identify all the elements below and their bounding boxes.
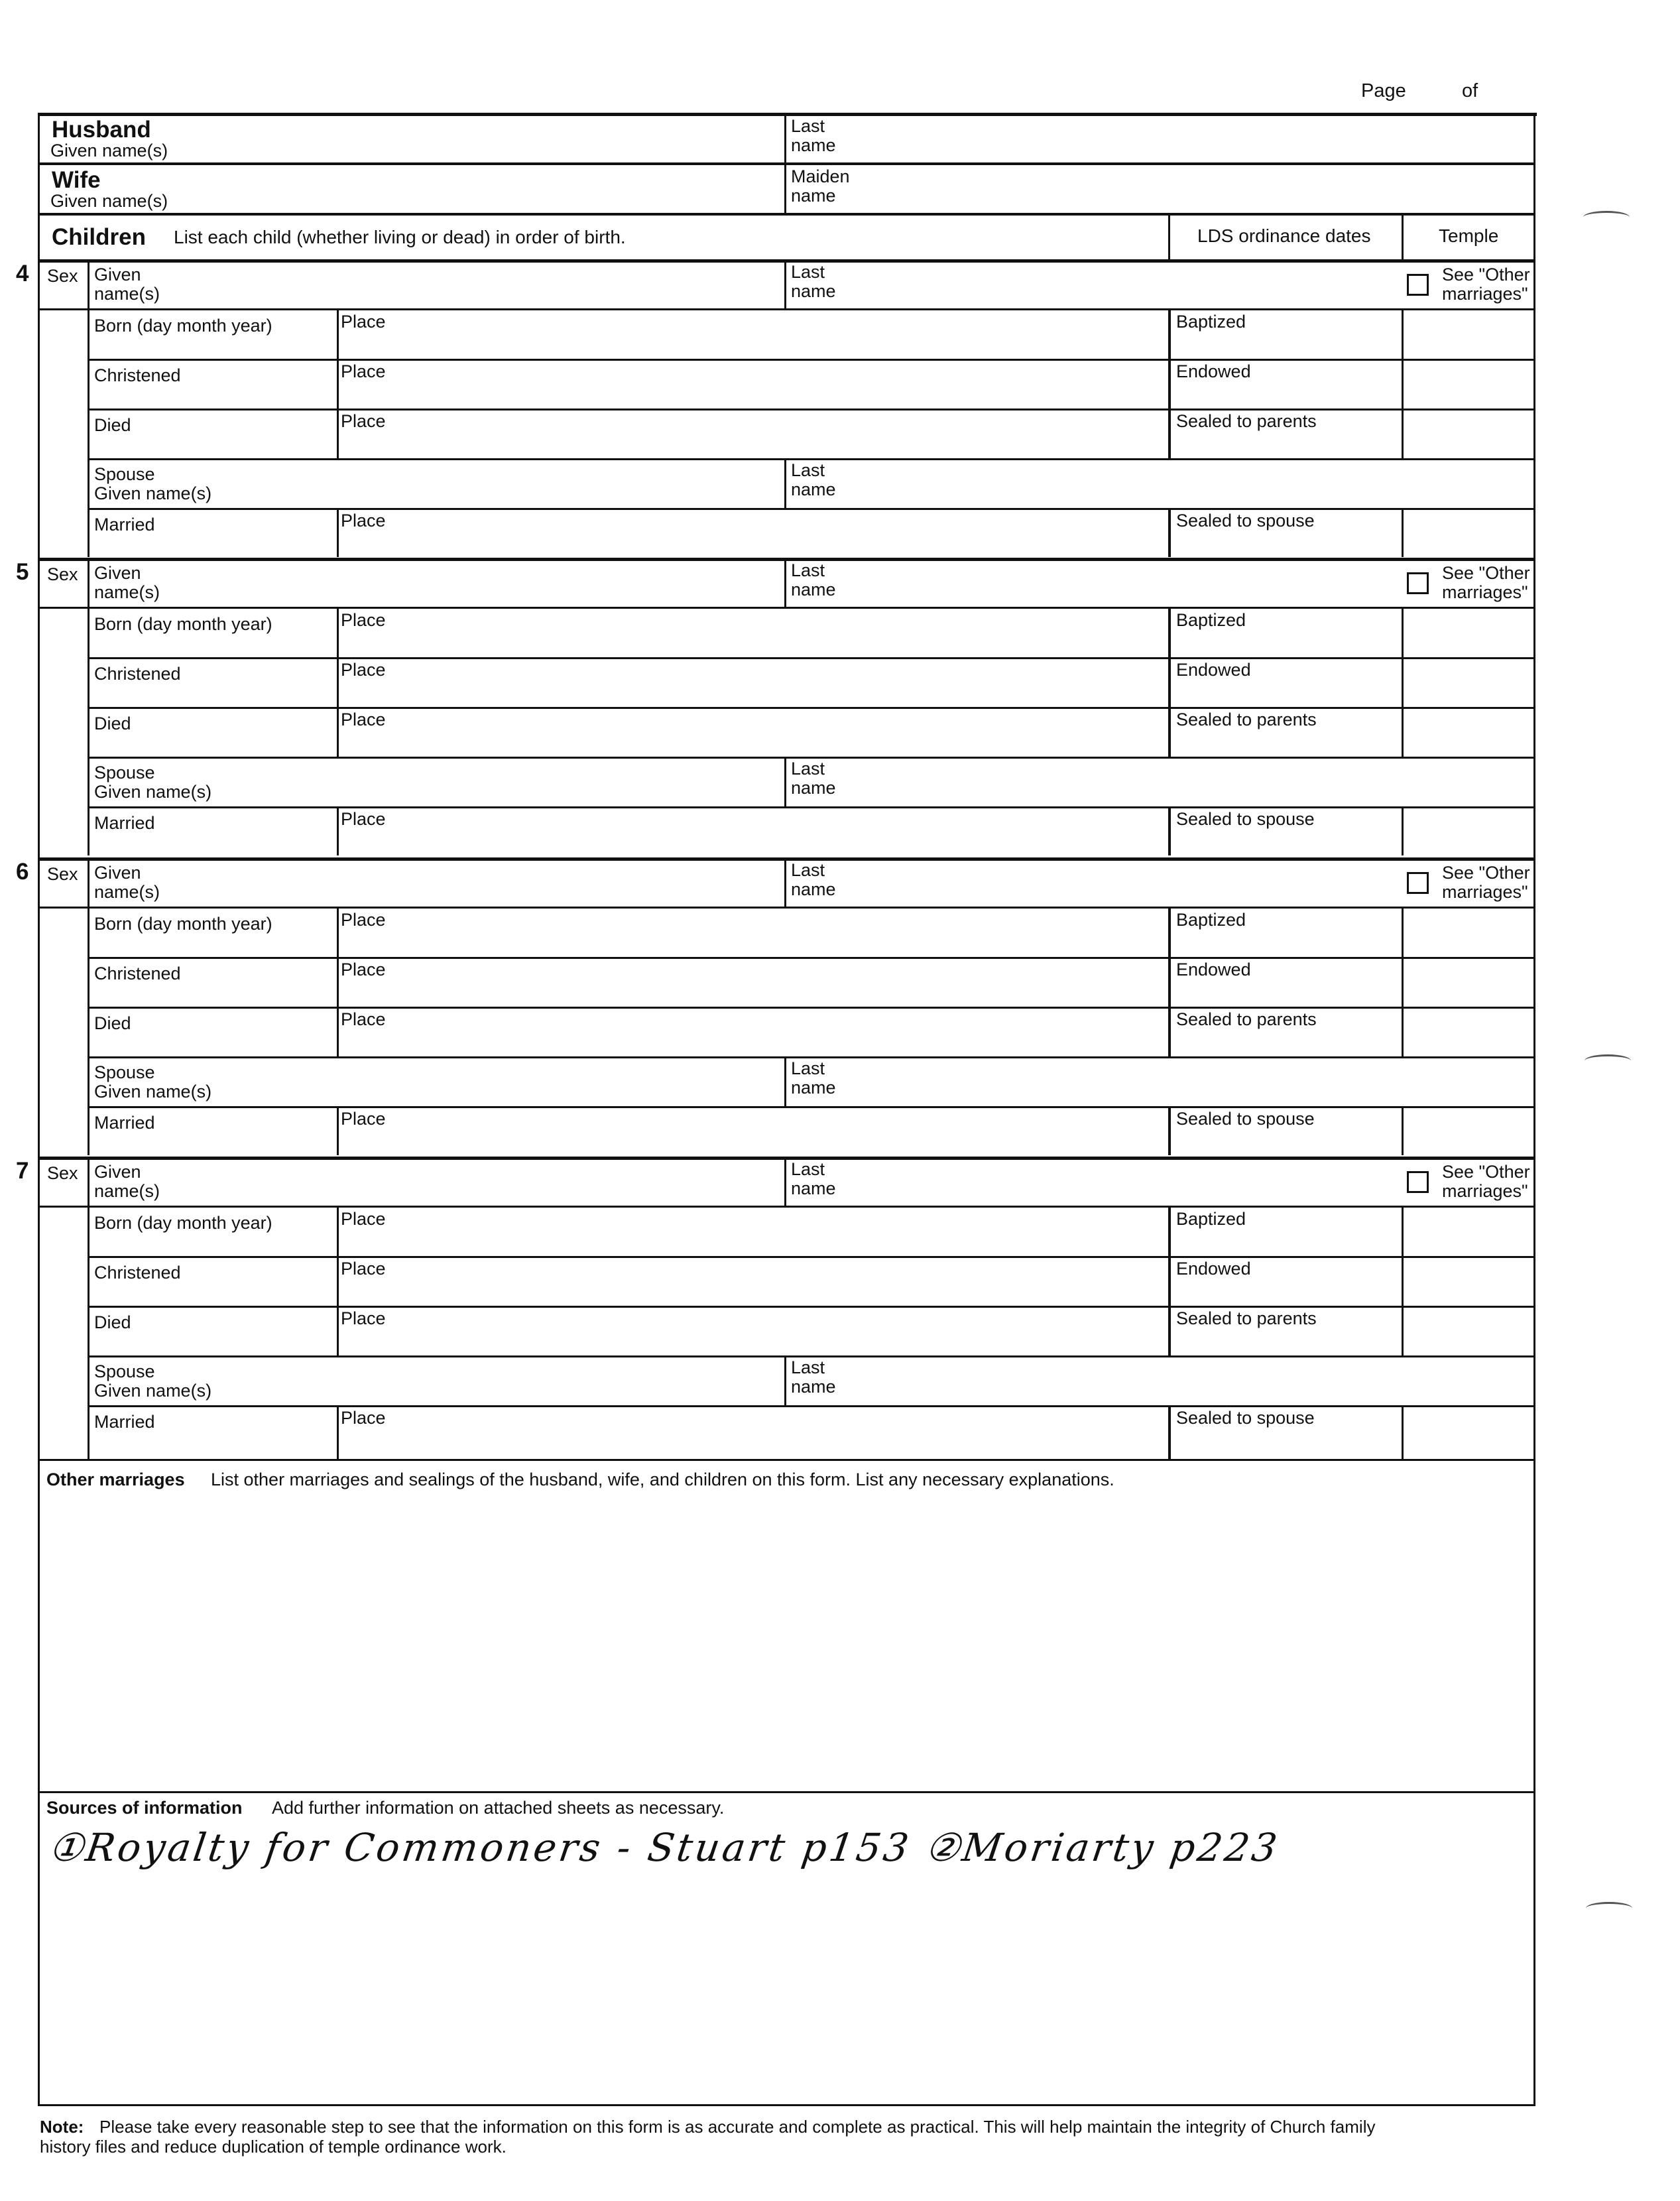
- spouse-label-2: Given name(s): [94, 1381, 212, 1401]
- last-label-2: name: [791, 1377, 836, 1397]
- given-label-2: name(s): [94, 284, 160, 304]
- christened-label: Christened: [94, 365, 181, 385]
- married-label: Married: [94, 1412, 155, 1432]
- last-label-2: name: [791, 879, 836, 899]
- husband-last-label-2: name: [791, 135, 836, 155]
- last-label-2: name: [791, 580, 836, 599]
- place-label: Place: [341, 1209, 386, 1229]
- last-label-2: name: [791, 281, 836, 301]
- married-label: Married: [94, 515, 155, 535]
- given-label-2: name(s): [94, 882, 160, 902]
- wife-maiden-label-2: name: [791, 186, 836, 206]
- frame-left: [38, 113, 40, 2106]
- sealed-spouse-label: Sealed to spouse: [1176, 511, 1315, 531]
- given-label-1: Given: [94, 563, 141, 583]
- last-label-1: Last: [791, 1058, 825, 1078]
- place-label: Place: [341, 312, 386, 332]
- other-marriages-label-2: marriages": [1442, 1181, 1528, 1201]
- sex-label: Sex: [47, 864, 78, 884]
- punch-hole-mark: [1585, 1054, 1631, 1067]
- given-label-2: name(s): [94, 582, 160, 602]
- place-label: Place: [341, 910, 386, 930]
- other-marriages-checkbox[interactable]: [1407, 1171, 1429, 1193]
- died-label: Died: [94, 415, 131, 435]
- sealed-parents-label: Sealed to parents: [1176, 1009, 1317, 1029]
- other-marriages-checkbox[interactable]: [1407, 572, 1429, 594]
- spouse-label-1: Spouse: [94, 763, 155, 783]
- note-title: Note:: [40, 2117, 84, 2137]
- husband-given-field[interactable]: [40, 116, 784, 162]
- spouse-label-2: Given name(s): [94, 1082, 212, 1101]
- sealed-parents-label: Sealed to parents: [1176, 710, 1317, 729]
- given-label-2: name(s): [94, 1181, 160, 1201]
- place-label: Place: [341, 1408, 386, 1428]
- children-header-divider-1: [1168, 216, 1170, 261]
- wife-maiden-field[interactable]: [786, 165, 1533, 213]
- last-label-2: name: [791, 1078, 836, 1098]
- wife-divider: [784, 165, 786, 213]
- other-marriages-instruction: List other marriages and sealings of the husband, wife, and children on this form. List any necessary explanations.: [211, 1470, 1114, 1489]
- christened-label: Christened: [94, 1263, 181, 1283]
- married-label: Married: [94, 813, 155, 833]
- other-marriages-label-1: See "Other: [1442, 863, 1530, 883]
- baptized-label: Baptized: [1176, 312, 1246, 332]
- place-label: Place: [341, 361, 386, 381]
- child-number: 6: [16, 859, 29, 885]
- given-label-1: Given: [94, 1162, 141, 1182]
- other-marriages-label-2: marriages": [1442, 882, 1528, 902]
- place-label: Place: [341, 411, 386, 431]
- husband-given-label: Given name(s): [50, 141, 168, 160]
- child-number: 4: [16, 261, 29, 286]
- sex-label: Sex: [47, 266, 78, 286]
- page-label: Page: [1361, 80, 1406, 101]
- last-label-1: Last: [791, 1357, 825, 1377]
- last-label-1: Last: [791, 262, 825, 282]
- wife-given-label: Given name(s): [50, 191, 168, 211]
- baptized-label: Baptized: [1176, 1209, 1246, 1229]
- place-label: Place: [341, 1109, 386, 1129]
- place-label: Place: [341, 960, 386, 979]
- place-label: Place: [341, 809, 386, 829]
- born-label: Born (day month year): [94, 914, 272, 934]
- last-label-1: Last: [791, 460, 825, 480]
- last-label-2: name: [791, 778, 836, 798]
- frame-right: [1533, 113, 1535, 2106]
- wife-title: Wife: [52, 167, 101, 193]
- sex-label: Sex: [47, 1163, 78, 1183]
- note-line-2: history files and reduce duplication of temple ordinance work.: [40, 2137, 507, 2157]
- husband-title: Husband: [52, 117, 151, 143]
- sex-label: Sex: [47, 564, 78, 584]
- endowed-label: Endowed: [1176, 361, 1251, 381]
- other-marriages-checkbox[interactable]: [1407, 872, 1429, 894]
- wife-maiden-label-1: Maiden: [791, 166, 850, 186]
- sealed-parents-label: Sealed to parents: [1176, 411, 1317, 431]
- died-label: Died: [94, 1312, 131, 1332]
- last-label-1: Last: [791, 1159, 825, 1179]
- baptized-label: Baptized: [1176, 910, 1246, 930]
- sources-top-line: [38, 1791, 1535, 1793]
- note-line-1: Please take every reasonable step to see that the information on this form is as accurate and complete as practical. This will help maintain the integrity of Church family: [99, 2117, 1376, 2137]
- endowed-label: Endowed: [1176, 1259, 1251, 1279]
- sources-handwritten-entry: ①Royalty for Commoners - Stuart p153 ②Moriarty p223: [46, 1825, 1283, 1870]
- sealed-spouse-label: Sealed to spouse: [1176, 1109, 1315, 1129]
- sources-title: Sources of information: [46, 1798, 243, 1818]
- other-marriages-label-1: See "Other: [1442, 265, 1530, 284]
- sources-instruction: Add further information on attached sheets as necessary.: [272, 1798, 725, 1818]
- last-label-1: Last: [791, 560, 825, 580]
- died-label: Died: [94, 714, 131, 733]
- children-instruction: List each child (whether living or dead) in order of birth.: [174, 227, 626, 247]
- place-label: Place: [341, 610, 386, 630]
- sealed-spouse-label: Sealed to spouse: [1176, 809, 1315, 829]
- born-label: Born (day month year): [94, 316, 272, 336]
- spouse-label-1: Spouse: [94, 1361, 155, 1381]
- wife-given-field[interactable]: [40, 165, 784, 213]
- place-label: Place: [341, 660, 386, 680]
- husband-last-field[interactable]: [786, 116, 1533, 162]
- wife-bottom-line: [38, 213, 1535, 216]
- husband-last-label-1: Last: [791, 116, 825, 136]
- other-marriages-top-line: [38, 1459, 1535, 1461]
- died-label: Died: [94, 1013, 131, 1033]
- sealed-spouse-label: Sealed to spouse: [1176, 1408, 1315, 1428]
- of-label: of: [1462, 80, 1478, 101]
- last-label-1: Last: [791, 860, 825, 880]
- other-marriages-title: Other marriages: [46, 1470, 185, 1489]
- other-marriages-label-1: See "Other: [1442, 1162, 1530, 1182]
- christened-label: Christened: [94, 964, 181, 983]
- other-marriages-label-1: See "Other: [1442, 563, 1530, 583]
- temple-label: Temple: [1439, 225, 1499, 246]
- children-title: Children: [52, 224, 146, 250]
- endowed-label: Endowed: [1176, 960, 1251, 979]
- punch-hole-mark: [1586, 1902, 1632, 1915]
- place-label: Place: [341, 1308, 386, 1328]
- christened-label: Christened: [94, 664, 181, 684]
- place-label: Place: [341, 511, 386, 531]
- given-label-1: Given: [94, 863, 141, 883]
- other-marriages-checkbox[interactable]: [1407, 274, 1429, 296]
- child-number: 5: [16, 559, 29, 585]
- lds-ordinance-label: LDS ordinance dates: [1197, 225, 1371, 246]
- born-label: Born (day month year): [94, 614, 272, 634]
- frame-bottom: [38, 2104, 1535, 2106]
- given-label-1: Given: [94, 265, 141, 284]
- place-label: Place: [341, 1259, 386, 1279]
- other-marriages-label-2: marriages": [1442, 582, 1528, 602]
- place-label: Place: [341, 1009, 386, 1029]
- punch-hole-mark: [1583, 211, 1630, 223]
- place-label: Place: [341, 710, 386, 729]
- children-header-divider-2: [1402, 216, 1404, 261]
- other-marriages-label-2: marriages": [1442, 284, 1528, 304]
- spouse-label-1: Spouse: [94, 1062, 155, 1082]
- baptized-label: Baptized: [1176, 610, 1246, 630]
- sealed-parents-label: Sealed to parents: [1176, 1308, 1317, 1328]
- child-number: 7: [16, 1158, 29, 1184]
- born-label: Born (day month year): [94, 1213, 272, 1233]
- husband-divider: [784, 114, 786, 162]
- last-label-2: name: [791, 479, 836, 499]
- last-label-2: name: [791, 1178, 836, 1198]
- endowed-label: Endowed: [1176, 660, 1251, 680]
- married-label: Married: [94, 1113, 155, 1133]
- spouse-label-2: Given name(s): [94, 483, 212, 503]
- last-label-1: Last: [791, 759, 825, 779]
- spouse-label-2: Given name(s): [94, 782, 212, 802]
- spouse-label-1: Spouse: [94, 464, 155, 484]
